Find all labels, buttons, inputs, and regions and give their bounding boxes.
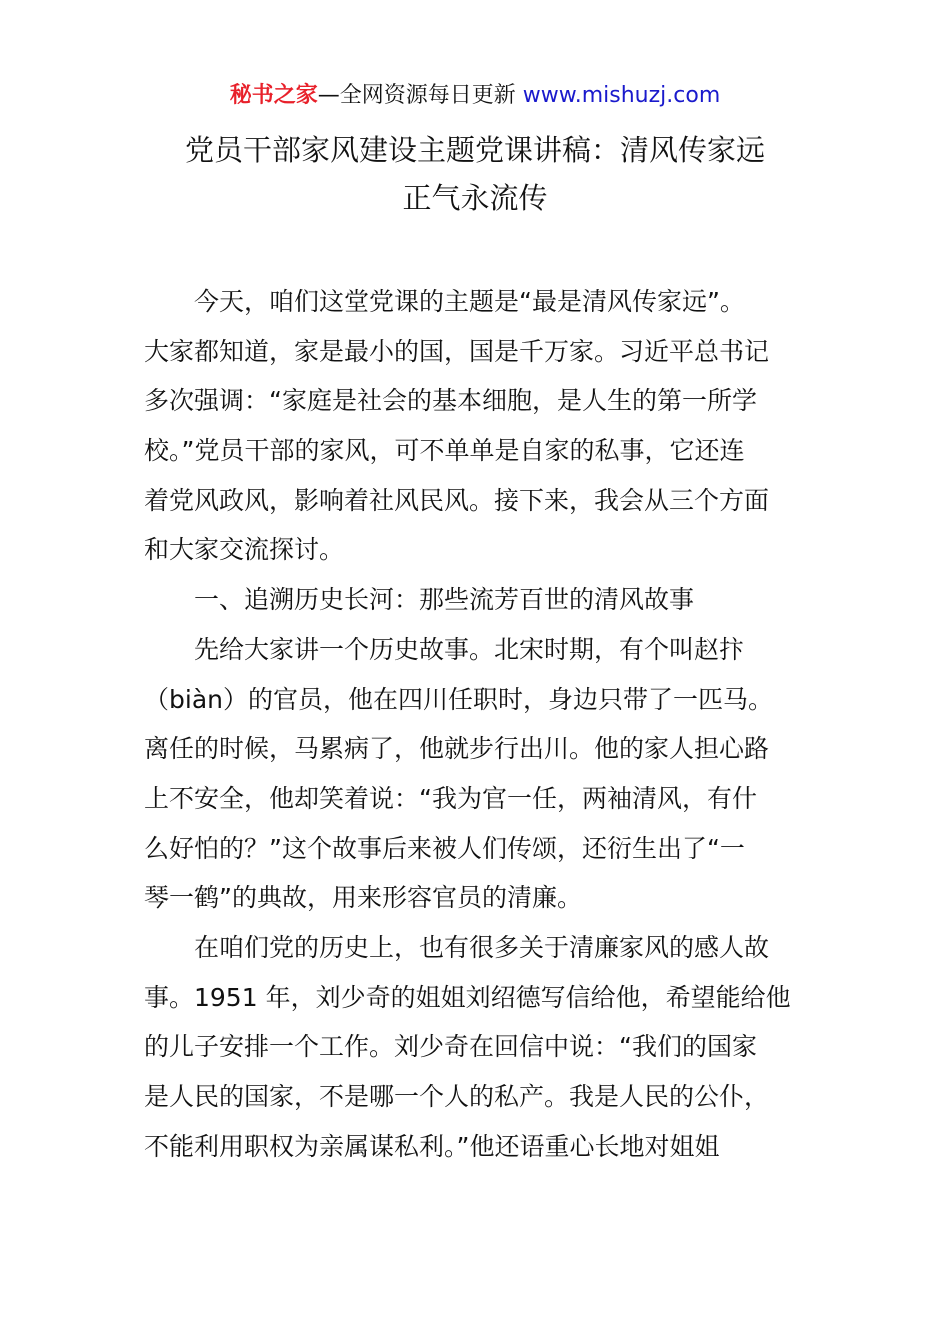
paragraph-3-line-4: 是人民的国家，不是哪一个人的私产。我是人民的公仆， xyxy=(144,1082,770,1111)
paragraph-3-line-2: 事。1951 年，刘少奇的姐姐刘绍德写信给他，希望能给他 xyxy=(144,982,791,1012)
paragraph-3-line-5: 不能利用职权为亲属谋私利。”他还语重心长地对姐姐 xyxy=(144,1131,720,1161)
paragraph-1-line-4: 校。”党员干部的家风，可不单单是自家的私事，它还连 xyxy=(144,436,745,466)
paragraph-1-line-6: 和大家交流探讨。 xyxy=(144,535,345,565)
section-heading-1: 一、追溯历史长河：那些流芳百世的清风故事 xyxy=(194,585,695,615)
paragraph-2-line-3: 离任的时候，马累病了，他就步行出川。他的家人担心路 xyxy=(144,734,770,764)
site-brand: 秘书之家 xyxy=(229,83,318,108)
site-url-link[interactable]: www.mishuzj.com xyxy=(522,83,721,108)
paragraph-2-line-1: 先给大家讲一个历史故事。北宋时期，有个叫赵抃 xyxy=(194,634,745,664)
paragraph-2-line-6: 琴一鹤”的典故，用来形容官员的清廉。 xyxy=(144,883,582,913)
paragraph-2-line-2: （biàn）的官员，他在四川任职时，身边只带了一匹马。 xyxy=(144,684,773,714)
paragraph-1-line-3: 多次强调：“家庭是社会的基本细胞，是人生的第一所学 xyxy=(144,386,757,416)
paragraph-3-line-1: 在咱们党的历史上，也有很多关于清廉家风的感人故 xyxy=(194,932,770,962)
site-header xyxy=(0,80,950,112)
site-tagline: —全网资源每日更新 xyxy=(317,83,523,108)
title-line-2: 正气永流传 xyxy=(402,181,548,215)
title-line-1: 党员干部家风建设主题党课讲稿：清风传家远 xyxy=(184,133,765,167)
paragraph-3-line-3: 的儿子安排一个工作。刘少奇在回信中说：“我们的国家 xyxy=(144,1032,757,1062)
paragraph-2-line-4: 上不安全，他却笑着说：“我为官一任，两袖清风，有什 xyxy=(144,783,757,813)
paragraph-1-line-1: 今天，咱们这堂党课的主题是“最是清风传家远”。 xyxy=(194,287,745,316)
document-body xyxy=(144,277,814,1171)
paragraph-2-line-5: 么好怕的？”这个故事后来被人们传颂，还衍生出了“一 xyxy=(144,833,745,863)
document-title xyxy=(100,126,850,222)
paragraph-1-line-2: 大家都知道，家是最小的国，国是千万家。习近平总书记 xyxy=(144,336,770,366)
paragraph-1-line-5: 着党风政风，影响着社风民风。接下来，我会从三个方面 xyxy=(144,485,770,515)
